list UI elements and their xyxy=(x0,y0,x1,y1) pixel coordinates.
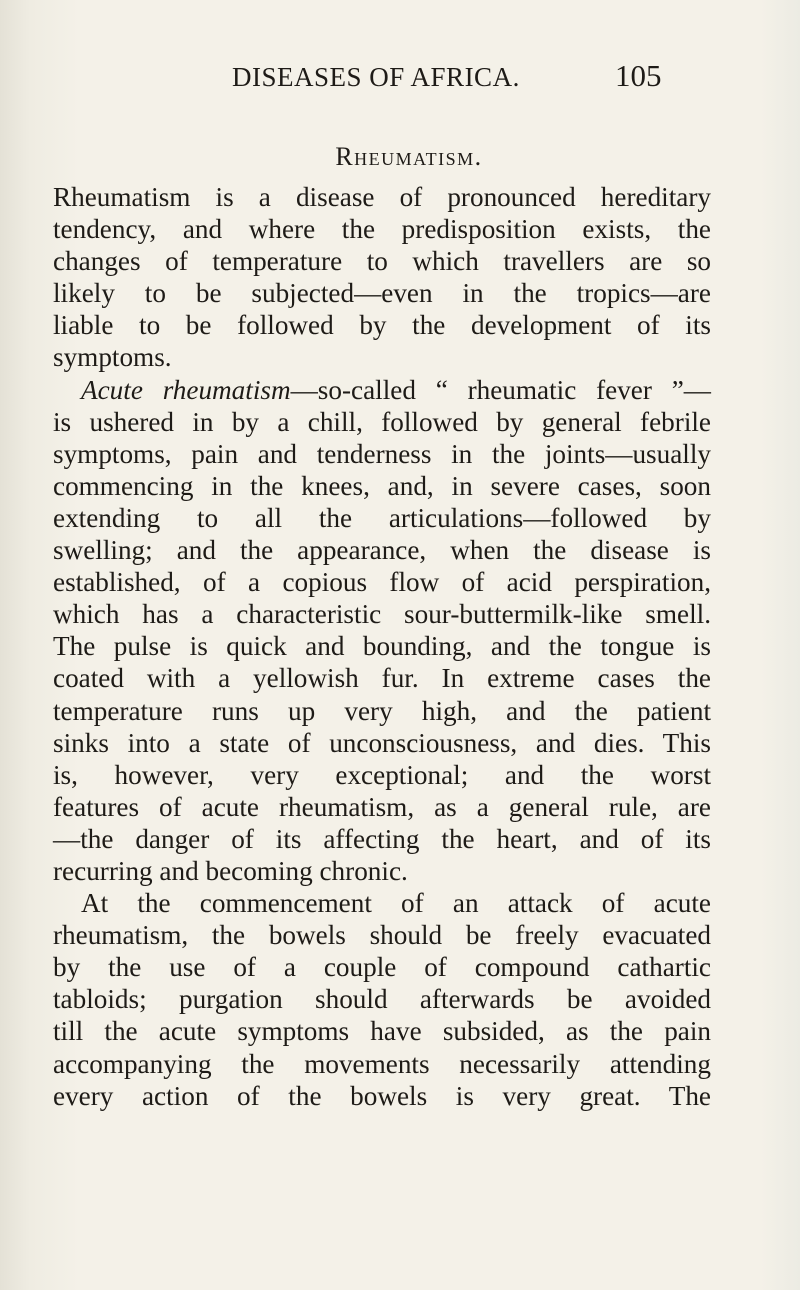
text-line: tabloids; purgation should afterwards be avoided xyxy=(53,984,711,1015)
text-line: accompanying the movements necessarily attending xyxy=(53,1048,711,1079)
text-line: is ushered in by a chill, followed by general febrile xyxy=(53,406,711,437)
text-line: rheumatism, the bowels should be freely evacuated xyxy=(53,920,711,951)
text-fragment: —so-called “ rheumatic fever ”— xyxy=(290,374,711,405)
paragraph-2 xyxy=(53,374,711,888)
text-line: liable to be followed by the development of its xyxy=(53,310,711,341)
text-line: features of acute rheumatism, as a general rule, are xyxy=(53,791,711,822)
text-line: symptoms, pain and tenderness in the joints—usually xyxy=(53,438,711,469)
text-line: Rheumatism is a disease of pronounced hereditary xyxy=(53,182,711,212)
text-line: The pulse is quick and bounding, and the tongue is xyxy=(53,631,711,662)
italic-term: Acute rheumatism xyxy=(81,374,291,405)
text-line: coated with a yellowish fur. In extreme cases the xyxy=(53,663,711,694)
running-head xyxy=(0,58,800,98)
text-line: temperature runs up very high, and the patient xyxy=(53,695,711,726)
running-title: DISEASES OF AFRICA. xyxy=(232,62,520,92)
text-line: is, however, very exceptional; and the worst xyxy=(53,759,711,790)
text-line: At the commencement of an attack of acute xyxy=(81,888,711,919)
text-line: tendency, and where the predisposition exists, the xyxy=(53,214,711,245)
text-line: sinks into a state of unconsciousness, and dies. This xyxy=(53,727,711,758)
paragraph-1 xyxy=(53,181,711,374)
text-line: commencing in the knees, and, in severe cases, soon xyxy=(53,470,711,501)
paragraph-3 xyxy=(53,887,711,1112)
text-line: extending to all the articulations—followed by xyxy=(53,502,711,533)
text-line: by the use of a couple of compound cathartic xyxy=(53,952,711,983)
text-line: symptoms. xyxy=(53,342,172,373)
text-line: likely to be subjected—even in the tropics—are xyxy=(53,278,711,309)
body-text xyxy=(53,181,711,1112)
text-line: till the acute symptoms have subsided, as the pain xyxy=(53,1016,711,1047)
page-number: 105 xyxy=(615,58,662,93)
text-line: swelling; and the appearance, when the disease is xyxy=(53,535,711,566)
text-line: recurring and becoming chronic. xyxy=(53,855,408,886)
text-line: established, of a copious flow of acid perspiration, xyxy=(53,567,711,598)
text-line: every action of the bowels is very great. The xyxy=(53,1080,711,1111)
text-line: which has a characteristic sour-buttermilk-like smell. xyxy=(53,599,711,630)
text-line xyxy=(53,374,711,406)
section-heading: Rheumatism. xyxy=(335,142,483,171)
text-line: changes of temperature to which travellers are so xyxy=(53,246,711,277)
text-line: —the danger of its affecting the heart, and of its xyxy=(53,823,711,854)
